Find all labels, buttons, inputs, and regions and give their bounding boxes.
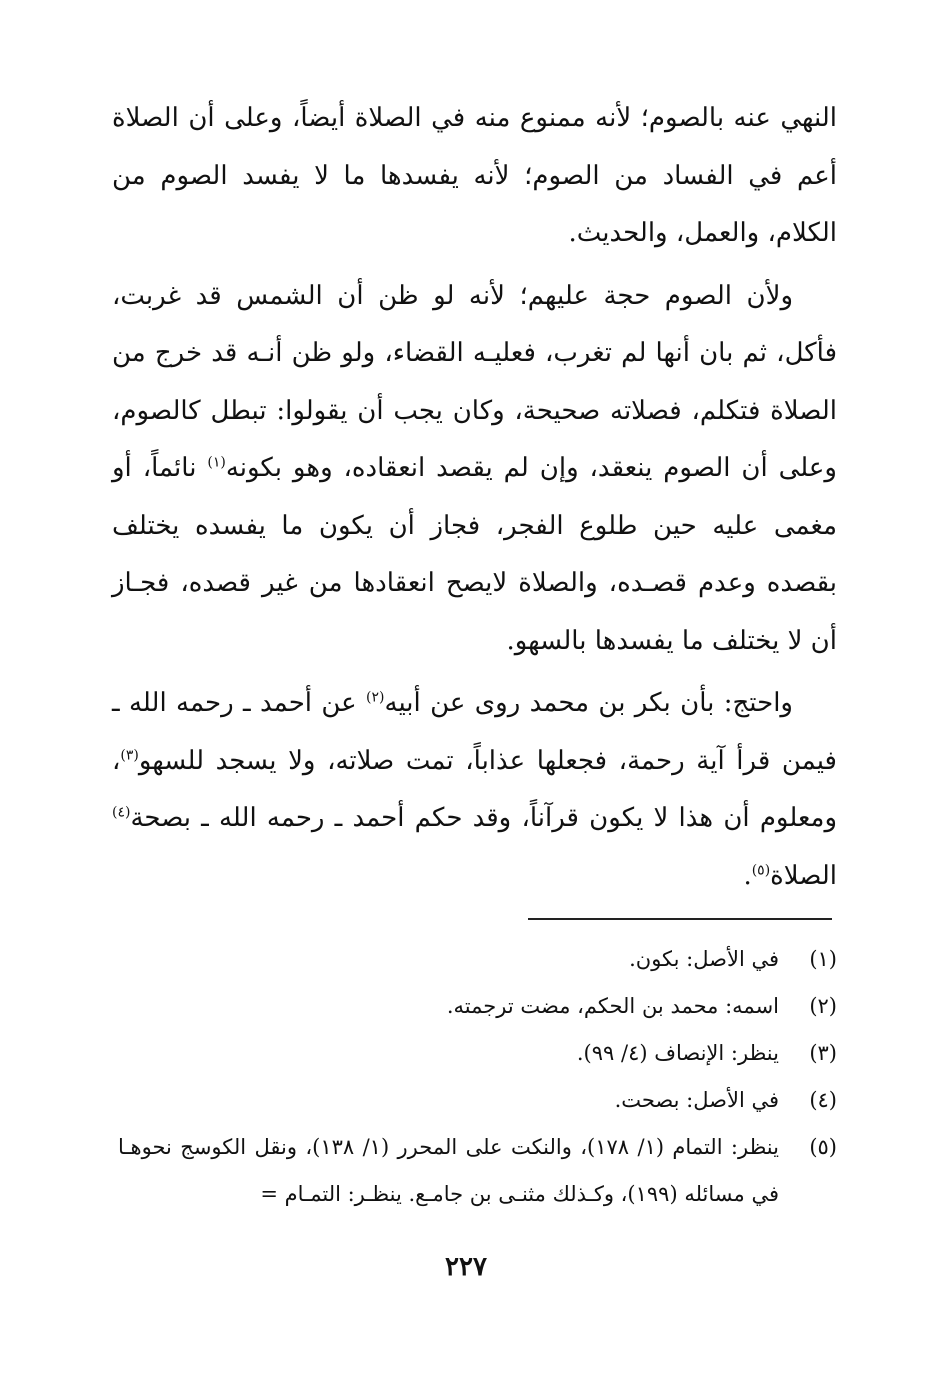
footnote-text: اسمه: محمد بن الحكم، مضت ترجمته. [446,994,779,1018]
footnote-number: (٤) [809,1088,837,1112]
footnote-ref-1[interactable]: (١) [207,454,226,471]
paragraph-text: واحتج: بأن بكر بن محمد روى عن أبيه [384,688,793,718]
paragraph-text: . [743,860,752,891]
footnote-text: في الأصل: بكون. [629,947,779,971]
footnote-4 [118,1077,837,1124]
footnote-ref-2[interactable]: (٢) [366,689,385,706]
paragraph-1 [112,90,837,263]
footnote-3 [118,1030,837,1077]
footnote-1 [118,936,837,983]
footnote-text: ينظر: التمام (١/ ١٧٨)، والنكت على المحرر (١/ ١٣٨)، ونقل الكوسج نحوهـا في مسائله (١٩٩)، وكـذلك مثنـى بن جامـع. ينظـر: التمـام = [118,1135,779,1206]
footnote-divider [528,918,832,920]
paragraph-text: الصلاة [770,860,837,891]
paragraph-text: ، ومعلوم أن هذا لا يكون قرآناً، وقد حكم أحمد ـ رحمه الله ـ بصحة [112,745,837,833]
footnote-number: (١) [809,947,837,971]
footnote-number: (٥) [809,1135,837,1159]
paragraph-text: عن أحمد ـ رحمه الله ـ فيمن قرأ آية رحمة، فجعلها عذاباً، تمت صلاته، ولا يسجد للسهو [112,688,837,776]
paragraph-text: ولأن الصوم حجة عليهم؛ لأنه لو ظن أن الشمس قد غربت، فأكل، ثم بان أنها لم تغرب، فعليـه القضاء، ولو ظن أنـه قد خرج من الصلاة فتكلم، فصلاته صحيحة، وكان يجب أن يقولوا: تبطل كالصوم، وعلى أن الصوم ينعقد، وإن لم يقصد انعقاده، وهو بكونه [112,280,837,483]
paragraph-3 [112,675,837,905]
footnote-number: (٢) [809,994,837,1018]
footnote-ref-5[interactable]: (٥) [751,861,771,878]
footnote-2 [118,983,837,1030]
paragraph-text: النهي عنه بالصوم؛ لأنه ممنوع منه في الصلاة أيضاً، وعلى أن الصلاة أعم في الفساد من الصوم؛ لأنه يفسدها ما لا يفسد الصوم من الكلام، والعمل، والحديث. [112,103,837,248]
footnote-number: (٣) [809,1041,837,1065]
page-number: ٢٢٧ [445,1252,487,1282]
main-text [112,90,837,905]
footnote-ref-3[interactable]: (٣) [120,746,139,763]
paragraph-2 [112,268,837,671]
footnote-text: في الأصل: بصحت. [614,1088,779,1112]
footnotes-list [118,936,837,1218]
footnote-ref-4[interactable]: (٤) [112,804,131,821]
paragraph-text: نائماً، أو مغمى عليه حين طلوع الفجر، فجاز أن يكون ما يفسده يختلف بقصده وعدم قصـده، والصلاة لايصح انعقادها من غير قصده، فجـاز أن لا يختلف ما يفسدها بالسهو. [112,453,837,656]
footnote-5 [118,1124,837,1218]
footnote-text: ينظر: الإنصاف (٤/ ٩٩). [576,1041,779,1065]
